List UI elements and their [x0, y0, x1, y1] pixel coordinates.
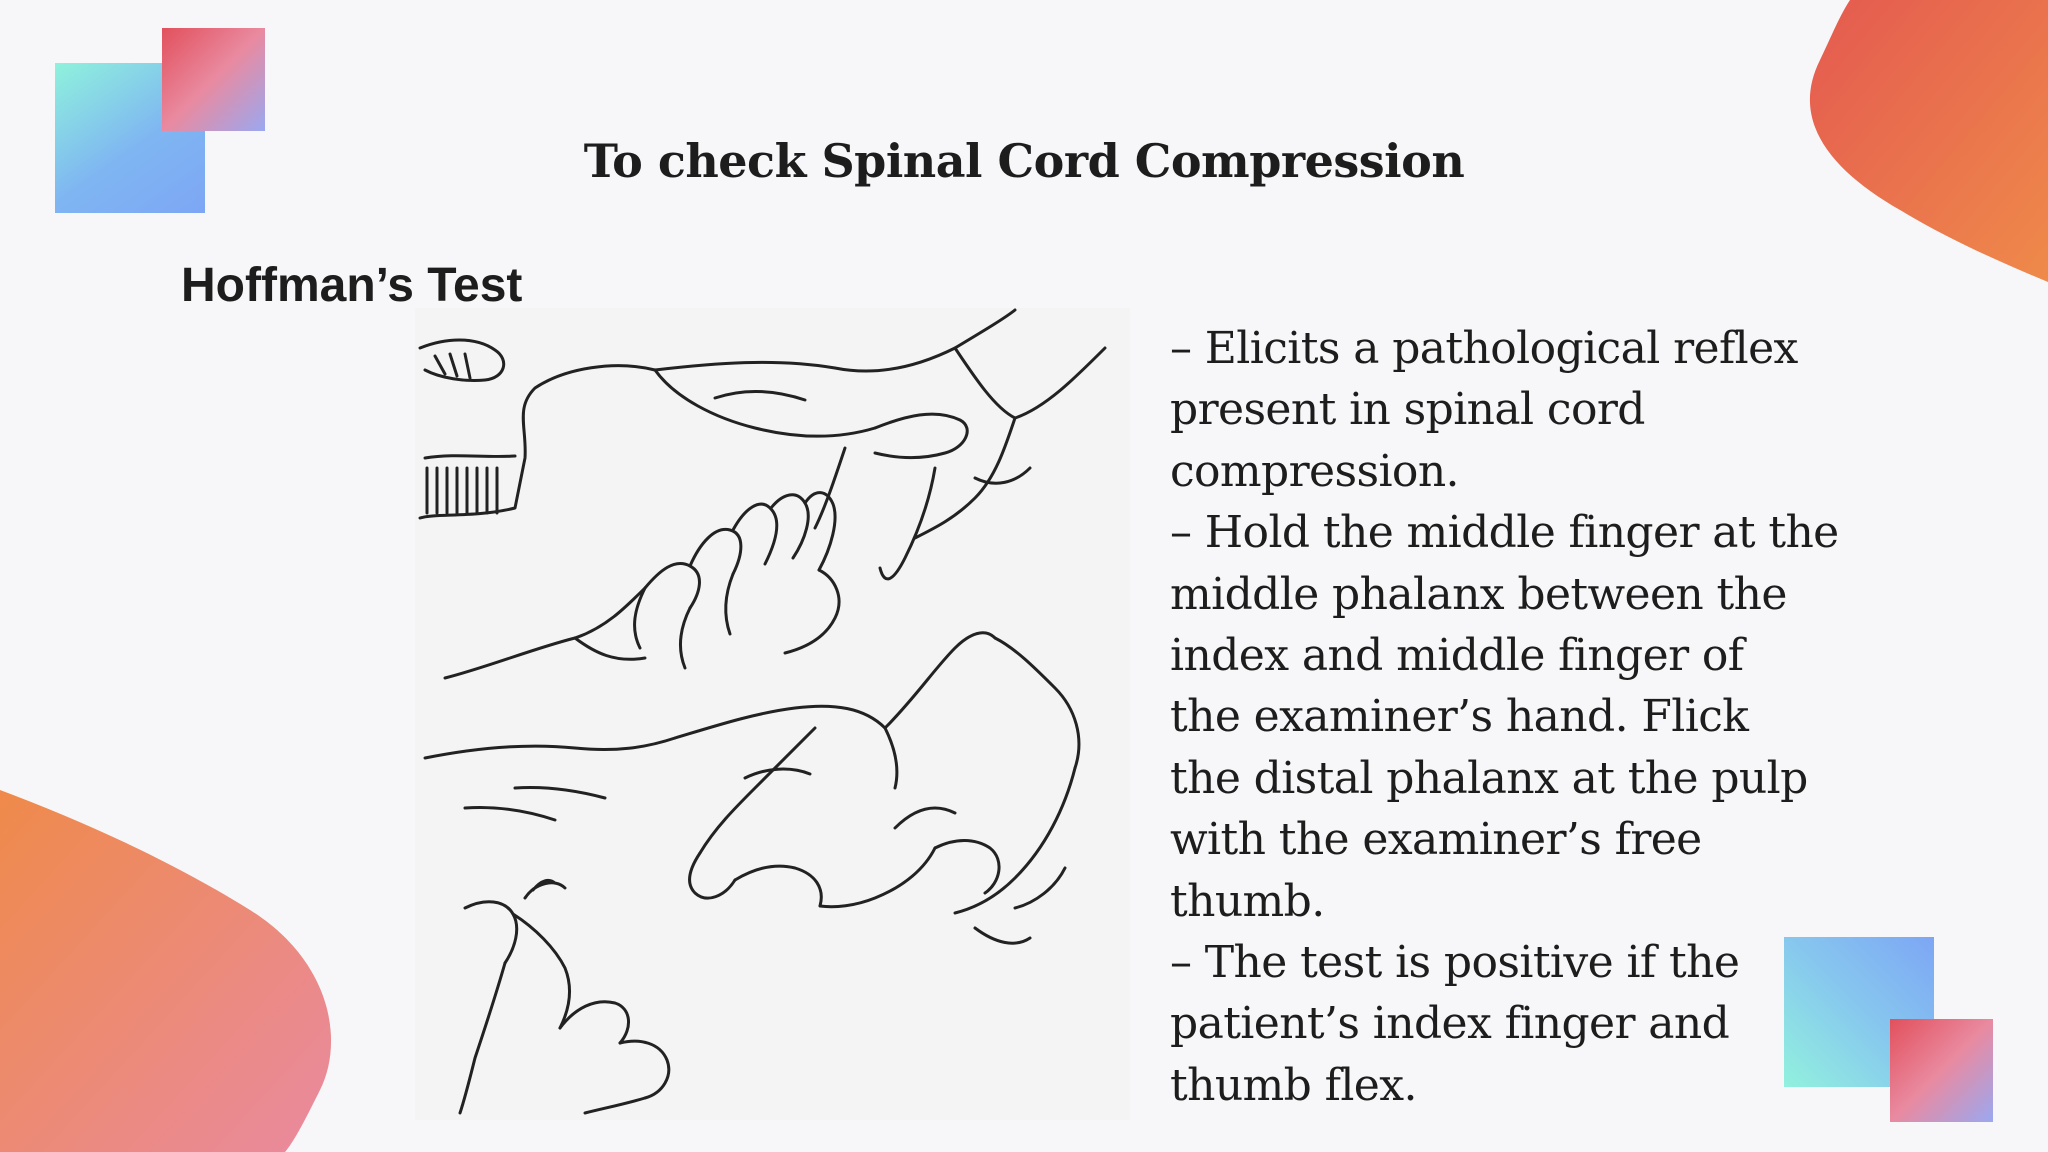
hand-illustration: [415, 308, 1130, 1120]
body-line: – The test is positive if the: [1170, 937, 1740, 989]
body-text: [1170, 318, 1890, 1116]
body-line: index and middle finger of: [1170, 630, 1744, 682]
body-line: – Hold the middle finger at the: [1170, 507, 1839, 559]
body-line: the distal phalanx at the pulp: [1170, 752, 1808, 804]
body-line: with the examiner’s free: [1170, 814, 1702, 866]
body-line: middle phalanx between the: [1170, 568, 1787, 620]
body-line: thumb.: [1170, 875, 1325, 927]
decorative-blob-bottom-left: [0, 790, 345, 1152]
decorative-square-pink: [162, 28, 265, 131]
body-line: patient’s index finger and: [1170, 998, 1730, 1050]
body-line: the examiner’s hand. Flick: [1170, 691, 1749, 743]
body-line: present in spinal cord: [1170, 384, 1645, 436]
body-line: compression.: [1170, 445, 1459, 497]
body-line: thumb flex.: [1170, 1059, 1417, 1111]
decorative-square-pink-bottom: [1890, 1019, 1993, 1122]
slide-title: To check Spinal Cord Compression: [583, 134, 1465, 188]
body-line: – Elicits a pathological reflex: [1170, 323, 1798, 374]
slide-subtitle: Hoffman’s Test: [181, 259, 523, 312]
